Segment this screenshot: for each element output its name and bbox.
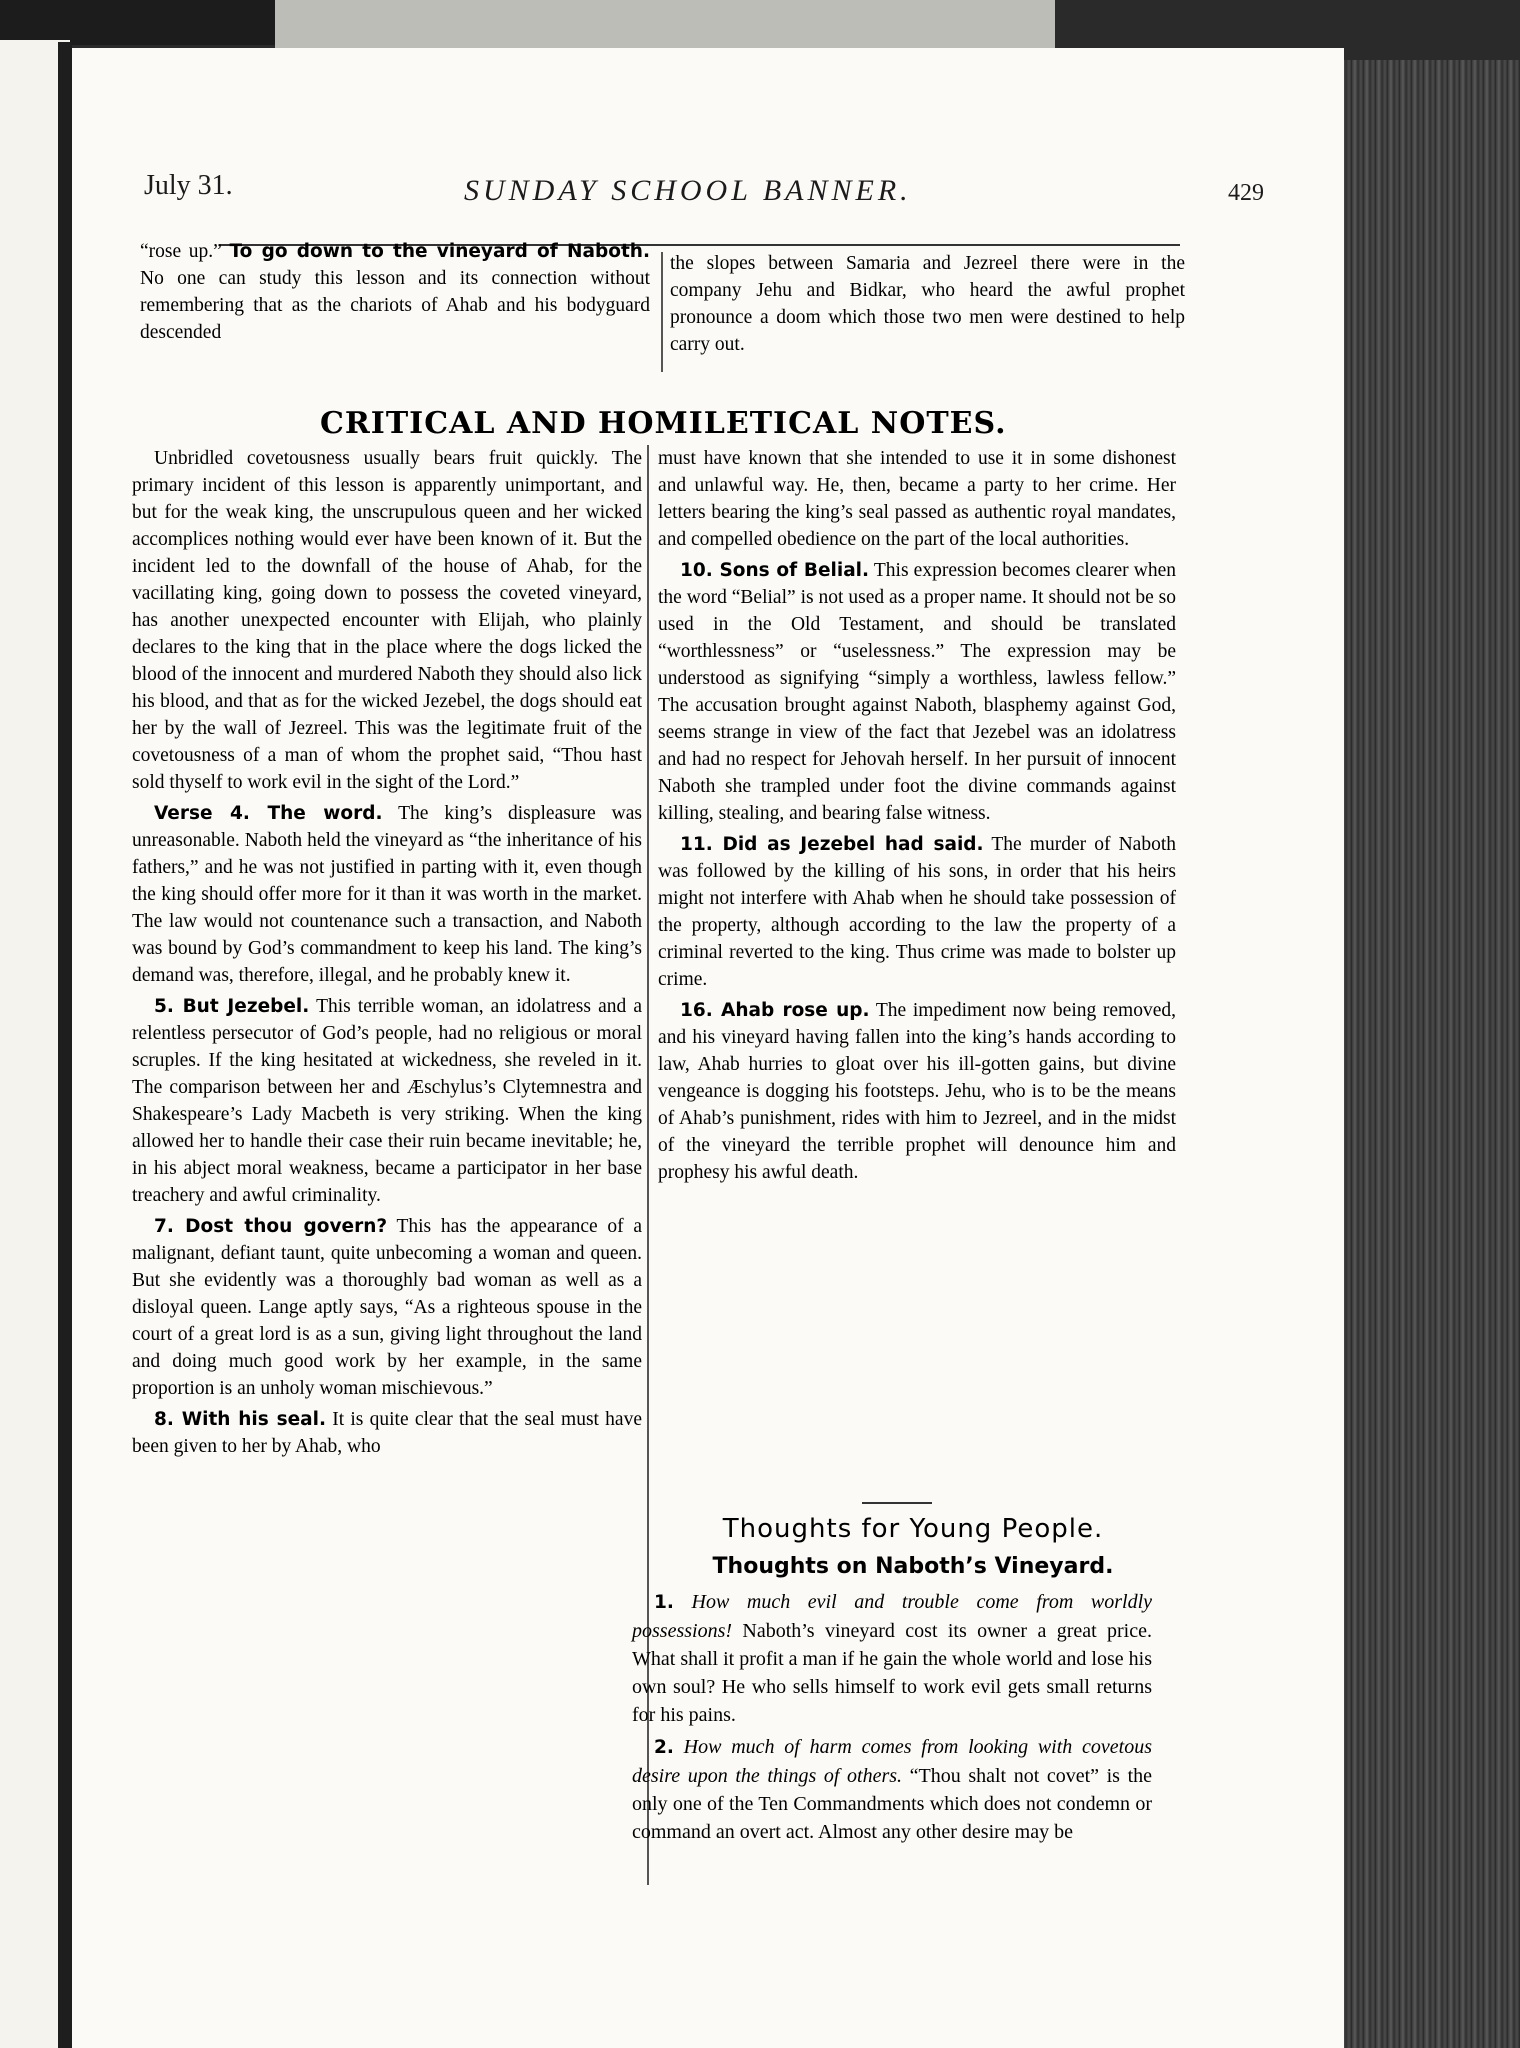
section-heading: CRITICAL AND HOMILETICAL NOTES. bbox=[320, 406, 1007, 441]
page-number: 429 bbox=[1228, 180, 1264, 206]
intro-lead: “rose up.” bbox=[140, 241, 222, 262]
thought-item bbox=[632, 1588, 1152, 1729]
intro-bold: To go down to the vineyard of Naboth. bbox=[229, 241, 651, 262]
note-label: 16. Ahab rose up. bbox=[680, 1000, 870, 1021]
note-paragraph bbox=[658, 997, 1176, 1186]
young-people-title: Thoughts for Young People. bbox=[722, 1514, 1104, 1544]
notes-column-1 bbox=[132, 445, 642, 1464]
section-rule bbox=[862, 1502, 932, 1504]
note-paragraph bbox=[132, 1213, 642, 1402]
note-paragraph bbox=[132, 993, 642, 1209]
note-text: This terrible woman, an idolatress and a relentless persecutor of God’s people, had no religious or moral scruples. If the king hesitated at wickedness, she reveled in it. The comparison between her and Æschylus’s Clytemnestra and Shakespeare’s Lady Macbeth is very striking. When the king allowed her to handle their case their ruin became inevitable; he, in his abject moral weakness, became a participator in her base treachery and awful criminality. bbox=[132, 996, 642, 1206]
note-label: 5. But Jezebel. bbox=[154, 996, 310, 1017]
note-text: Unbridled covetousness usually bears fruit quickly. The primary incident of this lesson is apparently unimportant, and but for the weak king, the unscrupulous queen and her wicked accomplices nothing would ever have been known of it. But the incident led to the downfall of the house of Ahab, for the vacillating king, going down to possess the coveted vineyard, has another unexpected encounter with Elijah, who plainly declares to the king that in the place where the dogs licked the blood of the innocent and murdered Naboth they should also lick his blood, and that as for the wicked Jezebel, the dogs should eat her by the wall of Jezreel. This was the legitimate fruit of the covetousness of a man of whom the prophet said, “Thou hast sold thyself to work evil in the sight of the Lord.” bbox=[132, 448, 642, 793]
note-text: The king’s displeasure was unreasonable. Naboth held the vineyard as “the inheritance of his fathers,” and he was not justified in parting with it, even though the king should offer more for it than it was worth in the market. The law would not countenance such a transaction, and Naboth was bound by God’s commandment to keep his land. The king’s demand was, therefore, illegal, and he probably knew it. bbox=[132, 803, 643, 986]
intro-right bbox=[670, 250, 1185, 362]
young-people-heading bbox=[648, 1514, 1178, 1579]
note-text: must have known that she intended to use it in some dishonest and unlawful way. He, then, became a party to her crime. Her letters bearing the king’s seal passed as authentic royal mandates, and compelled obedience on the part of the local authorities. bbox=[658, 448, 1176, 550]
note-text: It is quite clear that the seal must have been given to her by Ahab, who bbox=[132, 1409, 642, 1457]
header-title: SUNDAY SCHOOL BANNER. bbox=[464, 174, 912, 207]
thought-text: “Thou shalt not covet” is the only one of the Ten Commandments which does not condemn or command an overt act. Almost any other desire may be bbox=[632, 1765, 1152, 1843]
note-paragraph bbox=[658, 445, 1176, 553]
note-label: 11. Did as Jezebel had said. bbox=[680, 834, 984, 855]
young-people-column bbox=[632, 1588, 1152, 1850]
thought-number: 2. bbox=[654, 1737, 674, 1758]
header-date: July 31. bbox=[144, 170, 233, 201]
background-dark bbox=[0, 0, 275, 45]
note-text: The murder of Naboth was followed by the killing of his sons, in order that his heirs might not interfere with Ahab when he should take possession of the property, although according to the law the property of a criminal reverted to the king. Thus crime was made to bolster up crime. bbox=[658, 834, 1176, 990]
note-label: 10. Sons of Belial. bbox=[680, 560, 870, 581]
note-paragraph bbox=[132, 1406, 642, 1460]
note-paragraph bbox=[658, 831, 1176, 993]
young-people-subtitle: Thoughts on Naboth’s Vineyard. bbox=[712, 1554, 1114, 1579]
note-paragraph bbox=[658, 557, 1176, 827]
thought-item bbox=[632, 1733, 1152, 1846]
note-text: This has the appearance of a malignant, defiant taunt, quite unbecoming a woman and queen. But she evidently was a thoroughly bad woman as well as a disloyal queen. Lange aptly says, “As a righteous spouse in the court of a great lord is as a sun, giving light throughout the land and doing much good work by her example, in the same proportion is an unholy woman mischievous.” bbox=[132, 1216, 642, 1399]
note-text: This expression becomes clearer when the word “Belial” is not used as a proper name. It should not be so used in the Old Testament, and should be translated “worthlessness” or “uselessness.” The expression may be understood as signifying “simply a worthless, lawless fellow.” The accusation brought against Naboth, blasphemy against God, seems strange in view of the fact that Jezebel was an idolatress and had no respect for Jehovah herself. In her pursuit of innocent Naboth she trampled under foot the divine commands against killing, stealing, and bearing false witness. bbox=[658, 560, 1176, 824]
intro-left-paragraph bbox=[140, 238, 650, 346]
thought-text: Naboth’s vineyard cost its owner a great price. What shall it profit a man if he gain the whole world and lose his own soul? He who sells himself to work evil gets small returns for his pains. bbox=[632, 1620, 1152, 1726]
note-paragraph bbox=[132, 445, 642, 796]
running-header bbox=[144, 158, 1264, 218]
note-text: The impediment now being removed, and his vineyard having fallen into the king’s hands according to law, Ahab hurries to gloat over his ill-gotten gains, but divine vengeance is dogging his footsteps. Jehu, who is to be the means of Ahab’s punishment, rides with him to Jezreel, and in the midst of the vineyard the terrible prophet will denounce him and prophesy his awful death. bbox=[658, 1000, 1176, 1183]
page-stack-edge bbox=[1340, 60, 1520, 2048]
thought-italic: How much of harm comes from looking with covetous desire upon the things of others. bbox=[632, 1736, 1153, 1787]
intro-right-paragraph: the slopes between Samaria and Jezreel there were in the company Jehu and Bidkar, who heard the awful prophet pronounce a doom which those two men were destined to help carry out. bbox=[670, 253, 1185, 355]
notes-column-2 bbox=[658, 445, 1176, 1190]
thought-number: 1. bbox=[654, 1592, 674, 1613]
note-label: Verse 4. The word. bbox=[154, 803, 383, 824]
book-spine bbox=[58, 42, 72, 2048]
note-paragraph bbox=[132, 800, 642, 989]
thought-italic: How much evil and trouble come from worldly possessions! bbox=[632, 1591, 1152, 1642]
intro-left bbox=[140, 238, 650, 350]
column-divider-top bbox=[661, 252, 663, 372]
note-label: 7. Dost thou govern? bbox=[154, 1216, 388, 1237]
intro-text: No one can study this lesson and its connection without remembering that as the chariots of Ahab and his bodyguard descended bbox=[140, 268, 650, 343]
note-label: 8. With his seal. bbox=[154, 1409, 326, 1430]
